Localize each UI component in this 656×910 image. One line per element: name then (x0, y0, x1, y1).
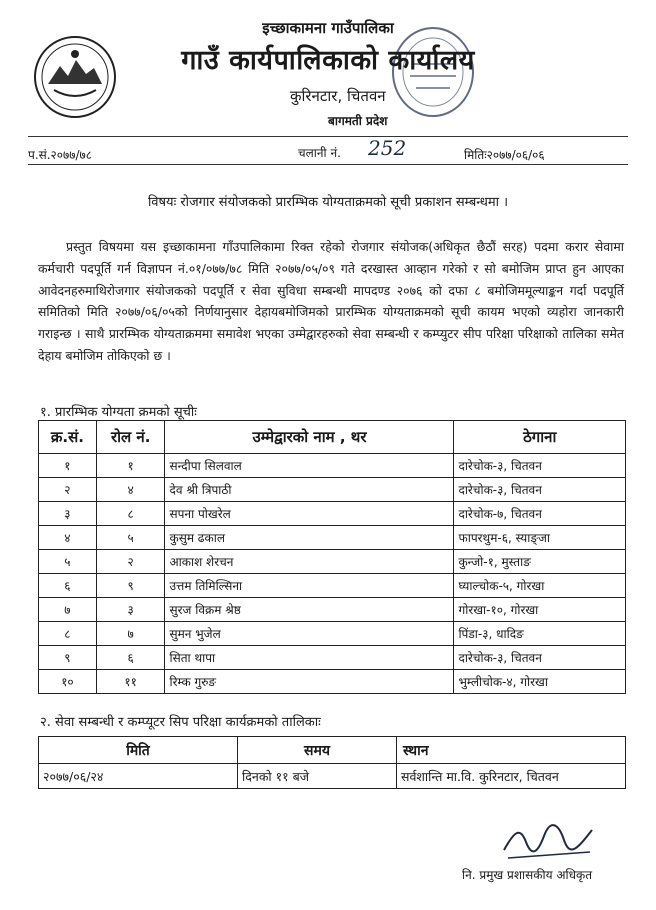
cell-address: पिंडा-३, धादिङ (454, 622, 626, 646)
cell-address: भुम्लीचोक-४, गोरखा (454, 670, 626, 694)
cell-roll: १ (96, 454, 165, 478)
table-row (39, 622, 626, 646)
cell-serial: ९ (39, 646, 97, 670)
table-row (39, 550, 626, 574)
cell-name: देव श्री त्रिपाठी (165, 478, 454, 502)
exam-time: दिनको ११ बजे (238, 764, 397, 789)
cell-name: आकाश शेरचन (165, 550, 454, 574)
table-row (39, 478, 626, 502)
cell-roll: ९ (96, 574, 165, 598)
letter-body (38, 236, 624, 367)
cell-name: रिम्क गुरुङ (165, 670, 454, 694)
section1-heading: १. प्रारम्भिक योग्यता क्रमको सूचीः (40, 405, 197, 420)
cell-roll: ११ (96, 670, 165, 694)
col-name: उम्मेद्वारको नाम , थर (165, 421, 454, 454)
signatory-title: नि. प्रमुख प्रशासकीय अधिकृत (462, 868, 593, 882)
table-row (39, 598, 626, 622)
cell-roll: ६ (96, 646, 165, 670)
col-venue: स्थान (397, 737, 626, 764)
cell-serial: ४ (39, 526, 97, 550)
cell-address: कुन्जो-१, मुस्ताङ (454, 550, 626, 574)
cell-name: सपना पोखरेल (165, 502, 454, 526)
body-paragraph: प्रस्तुत विषयमा यस इच्छाकामना गाँउपालिकामा रिक्त रहेको रोजगार संयोजक(अधिकृत छैठौं सरह) पदमा करार सेवामा कर्मचारी पदपूर्ति गर्न विज्ञापन नं.०१/०७७/७८ मिति २०७७/०५/०९ गते दरखास्त आव्हान गरेको र सो बमोजिम प्राप्त हुन आएका आवेदनहरुमाथिरोजगार संयोजकको पदपूर्ति र सेवा सुविधा सम्बन्धी मापदण्ड २०७६ को दफा ८ बमोजिममूल्याङ्कन गर्दा पदपूर्ति समितिको मिति २०७७/०६/०५को निर्णयानुसार देहायबमोजिमको प्रारम्भिक योग्यताक्रमको सूची कायम भएको व्यहोरा जानकारी गराइन्छ । साथै प्रारम्भिक योग्यताक्रममा समावेश भएका उम्मेद्वारहरुको सेवा सम्बन्धी र कम्प्युटर सीप परिक्षा परिक्षाको तालिका समेत देहाय बमोजिम तोकिएको छ । (38, 239, 624, 363)
col-date: मिति (39, 737, 238, 764)
table-header-row (39, 421, 626, 454)
cell-address: गोरखा-१०, गोरखा (454, 598, 626, 622)
letter-date: मितिः२०७७/०६/०६ (464, 148, 545, 162)
cell-address: दारेचोक-३, चितवन (454, 478, 626, 502)
cell-address: दारेचोक-७, चितवन (454, 502, 626, 526)
cell-name: कुसुम ढकाल (165, 526, 454, 550)
cell-serial: १० (39, 670, 97, 694)
exam-date: २०७७/०६/२४ (39, 764, 238, 789)
exam-schedule-table (38, 736, 626, 789)
province-name: बागमती प्रदेश (328, 114, 388, 128)
cell-address: दारेचोक-३, चितवन (454, 646, 626, 670)
table-row (39, 574, 626, 598)
exam-venue: सर्वशान्ति मा.वि. कुरिनटार, चितवन (397, 764, 626, 789)
cell-roll: ४ (96, 478, 165, 502)
cell-serial: ७ (39, 598, 97, 622)
col-serial: क्र.सं. (39, 421, 97, 454)
cell-name: सुरज विक्रम श्रेष्ठ (165, 598, 454, 622)
letter-number: प.सं.२०७७/७८ (28, 148, 93, 162)
header-divider (28, 136, 628, 137)
cell-address: दारेचोक-३, चितवन (454, 454, 626, 478)
cell-serial: १ (39, 454, 97, 478)
section2-heading: २. सेवा सम्बन्धी र कम्प्यूटर सिप परिक्षा कार्यक्रमको तालिकाः (40, 715, 321, 730)
table-row (39, 670, 626, 694)
col-time: समय (238, 737, 397, 764)
cell-serial: ८ (39, 622, 97, 646)
cell-roll: ७ (96, 622, 165, 646)
dispatch-label: चलानी नं. (298, 146, 341, 160)
cell-serial: ५ (39, 550, 97, 574)
cell-name: उत्तम तिमिल्सिना (165, 574, 454, 598)
dispatch-number: 252 (368, 136, 407, 160)
table-row (39, 502, 626, 526)
table-row (39, 454, 626, 478)
table-header-row (39, 737, 626, 764)
cell-serial: ६ (39, 574, 97, 598)
municipality-name: इच्छाकामना गाउँपालिका (262, 19, 394, 37)
letter-subject: विषयः रोजगार संयोजकको प्रारम्भिक योग्यताक्रमको सूची प्रकाशन सम्बन्धमा । (147, 195, 509, 210)
cell-roll: ३ (96, 598, 165, 622)
signature (498, 812, 598, 862)
table-row (39, 526, 626, 550)
cell-name: सन्दीपा सिलवाल (165, 454, 454, 478)
cell-roll: ८ (96, 502, 165, 526)
cell-serial: ३ (39, 502, 97, 526)
cell-name: सिता थापा (165, 646, 454, 670)
candidate-table (38, 420, 626, 694)
table-row (39, 764, 626, 789)
cell-address: घ्याल्चोक-५, गोरखा (454, 574, 626, 598)
cell-roll: ५ (96, 526, 165, 550)
cell-roll: २ (96, 550, 165, 574)
meta-divider (28, 164, 628, 165)
col-roll: रोल नं. (96, 421, 165, 454)
cell-name: सुमन भुजेल (165, 622, 454, 646)
cell-serial: २ (39, 478, 97, 502)
cell-address: फापरथुम-६, स्याङ्जा (454, 526, 626, 550)
table-row (39, 646, 626, 670)
office-title: गाउँ कार्यपालिकाको कार्यालय (181, 45, 475, 76)
col-address: ठेगाना (454, 421, 626, 454)
office-address: कुरिनटार, चितवन (290, 87, 386, 105)
